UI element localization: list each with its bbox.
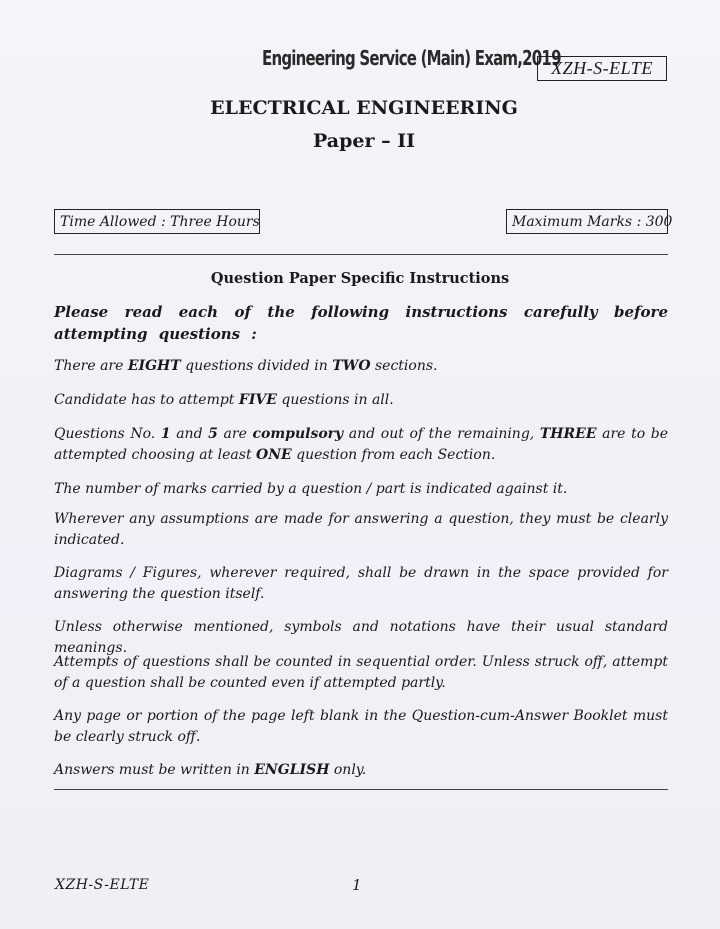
instruction-text: Candidate has to attempt <box>54 392 239 408</box>
instruction-text: Wherever any assumptions are made for answering a question, they must be clearly indicated. <box>54 511 668 548</box>
subject-title: ELECTRICAL ENGINEERING <box>210 97 518 119</box>
instruction-text: Questions No. <box>54 426 161 442</box>
instruction-8 <box>54 652 668 694</box>
instruction-emphasis: compulsory <box>252 426 344 442</box>
paper-title: Paper – II <box>313 130 415 152</box>
instruction-text: question from each Section. <box>291 447 496 463</box>
instruction-text: questions divided in <box>180 358 333 374</box>
instruction-1 <box>54 356 668 377</box>
instruction-2 <box>54 390 668 411</box>
instruction-6 <box>54 563 668 605</box>
instruction-emphasis: FIVE <box>238 392 277 408</box>
paper-code-box: XZH-S-ELTE <box>537 56 667 81</box>
instruction-emphasis: 5 <box>208 426 218 442</box>
instruction-emphasis: THREE <box>539 426 597 442</box>
instruction-4 <box>54 479 668 500</box>
instruction-emphasis: TWO <box>332 358 371 374</box>
instruction-text: Diagrams / Figures, wherever required, shall be drawn in the space provided for answering the question itself. <box>54 565 668 602</box>
time-allowed-box: Time Allowed : Three Hours <box>54 209 260 234</box>
footer-paper-code: XZH-S-ELTE <box>55 877 150 893</box>
instructions-heading: Question Paper Specific Instructions <box>210 270 510 287</box>
instruction-emphasis: ONE <box>256 447 292 463</box>
instruction-10 <box>54 760 668 781</box>
instruction-text: only. <box>329 762 367 778</box>
exam-stamp: Engineering Service (Main) Exam,2019 <box>262 46 561 71</box>
instruction-text: Unless otherwise mentioned, symbols and notations have their usual standard meanings. <box>54 619 668 656</box>
instructions-intro: Please read each of the following instructions carefully before attempting questions : <box>54 303 668 343</box>
instruction-emphasis: EIGHT <box>127 358 181 374</box>
instruction-text: questions in all. <box>276 392 394 408</box>
bottom-divider <box>54 789 668 790</box>
instruction-text: Attempts of questions shall be counted in sequential order. Unless struck off, attempt of a question shall be counted even if attempted partly. <box>54 654 668 691</box>
maximum-marks-box: Maximum Marks : 300 <box>506 209 668 234</box>
instruction-9 <box>54 706 668 748</box>
instruction-text: and <box>170 426 209 442</box>
instruction-emphasis: 1 <box>160 426 171 442</box>
instruction-emphasis: ENGLISH <box>254 762 330 778</box>
instruction-text: Any page or portion of the page left blank in the Question-cum-Answer Booklet must be clearly struck off. <box>54 708 668 745</box>
page-number: 1 <box>352 876 362 894</box>
instruction-text: The number of marks carried by a question / part is indicated against it. <box>54 481 568 497</box>
instruction-text: are to be attempted choosing at least <box>54 426 668 463</box>
instruction-text: Answers must be written in <box>54 762 255 778</box>
instruction-3 <box>54 424 668 466</box>
instruction-text: sections. <box>370 358 438 374</box>
instruction-text: are <box>217 426 253 442</box>
instruction-text: There are <box>54 358 128 374</box>
instruction-text: and out of the remaining, <box>343 426 540 442</box>
top-divider <box>54 254 668 255</box>
instruction-5 <box>54 509 668 551</box>
